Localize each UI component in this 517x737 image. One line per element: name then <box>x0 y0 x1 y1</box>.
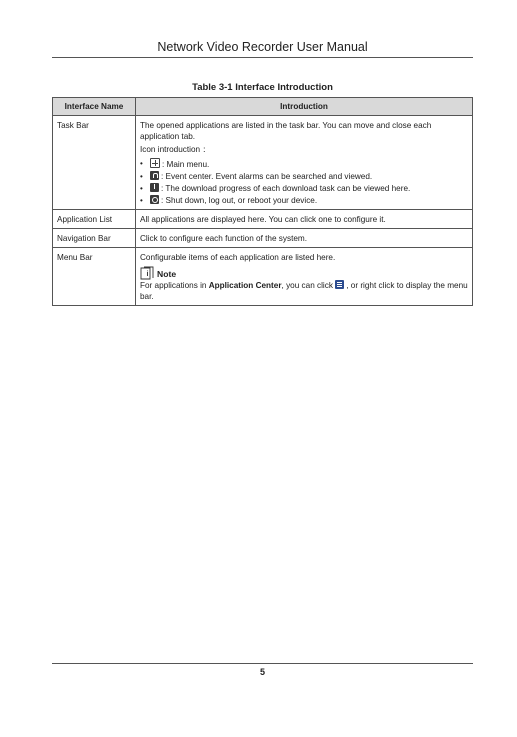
column-header-introduction: Introduction <box>136 98 473 116</box>
download-icon <box>150 183 159 192</box>
column-header-interface-name: Interface Name <box>53 98 136 116</box>
list-item <box>140 195 468 206</box>
table-row-menu-bar <box>53 248 473 306</box>
cell-introduction <box>136 116 473 210</box>
cell-name: Application List <box>53 210 136 229</box>
icon-description: : The download progress of each download task can be viewed here. <box>161 184 411 193</box>
task-bar-intro: The opened applications are listed in the task bar. You can move and close each application tab. <box>140 121 432 141</box>
icon-introduction-label: Icon introduction ： <box>140 145 211 154</box>
table-row-navigation-bar <box>53 229 473 248</box>
icon-description: : Main menu. <box>162 160 210 169</box>
power-icon <box>150 195 159 204</box>
header-divider <box>52 57 473 58</box>
page-number: 5 <box>259 667 265 677</box>
table-row-application-list <box>53 210 473 229</box>
application-center-label: Application Center <box>208 281 282 290</box>
cell-name: Task Bar <box>53 116 136 210</box>
note-label: Note <box>157 269 177 279</box>
table-caption: Table 3-1 Interface Introduction <box>192 82 333 93</box>
note-heading <box>140 266 468 280</box>
svg-text:i: i <box>146 271 149 278</box>
icon-list <box>140 158 468 206</box>
list-item <box>140 183 468 194</box>
menu-bar-intro: Configurable items of each application are listed here. <box>140 253 336 262</box>
note-icon <box>140 266 156 280</box>
main-menu-icon <box>150 158 160 168</box>
icon-description: : Shut down, log out, or reboot your device. <box>161 196 318 205</box>
list-item <box>140 171 468 182</box>
page-header: Network Video Recorder User Manual <box>157 40 368 54</box>
cell-name: Menu Bar <box>53 248 136 306</box>
table-row-task-bar <box>53 116 473 210</box>
interface-introduction-table <box>52 97 473 306</box>
table-header-row <box>53 98 473 116</box>
cell-name: Navigation Bar <box>53 229 136 248</box>
cell-introduction <box>136 248 473 306</box>
list-item <box>140 158 468 170</box>
cell-introduction: Click to configure each function of the system. <box>136 229 473 248</box>
icon-description: : Event center. Event alarms can be searched and viewed. <box>161 172 373 181</box>
menu-bar-icon <box>335 280 344 289</box>
event-center-icon <box>150 171 159 180</box>
cell-introduction: All applications are displayed here. You can click one to configure it. <box>136 210 473 229</box>
note-text <box>140 280 468 302</box>
note-text-mid: , you can click <box>281 281 336 290</box>
note-text-prefix: For applications in <box>140 281 209 290</box>
note-text-suffix: , or right click to display the menu bar. <box>140 281 468 301</box>
footer-divider <box>52 663 473 664</box>
